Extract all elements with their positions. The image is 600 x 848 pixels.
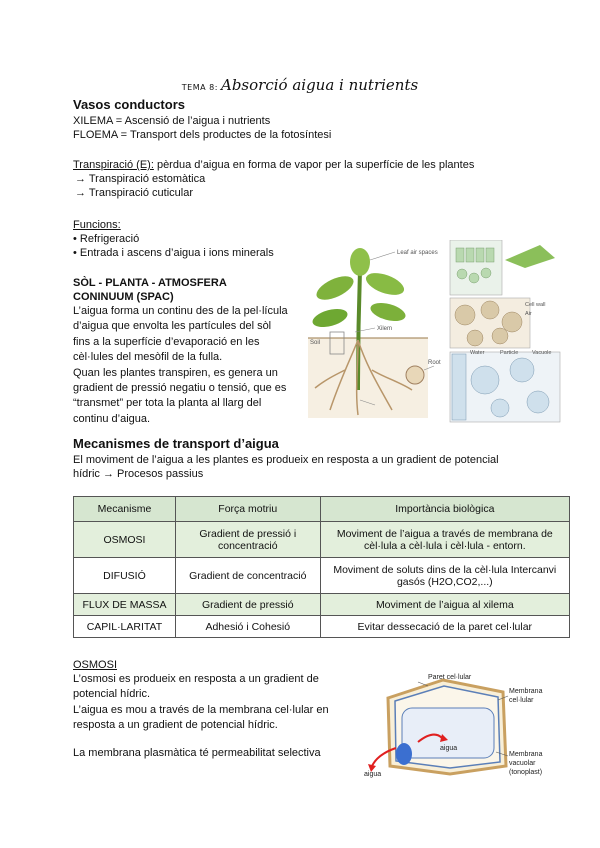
spac-line: continu d’aigua. xyxy=(73,412,151,425)
spac-line: fins a la superfície d’evaporació en les xyxy=(73,335,260,348)
label-vacuolar-3: (tonoplast) xyxy=(509,769,543,776)
transpiracio-item: → Transpiració estomàtica xyxy=(75,173,206,185)
label-cell-wall: Cell wall xyxy=(525,302,546,308)
mecanismes-line-1: El moviment de l’aigua a les plantes es produeix en resposta a un gradient de potencial xyxy=(73,454,499,466)
funcions-heading: Funcions: xyxy=(73,219,121,231)
table-cell: Gradient de concentració xyxy=(175,558,320,594)
osmosi-line: potencial hídric. xyxy=(73,688,151,701)
funcions-item: • Entrada i ascens d’aigua i ions minerals xyxy=(73,247,274,259)
label-soil: Soil xyxy=(310,340,321,346)
table-cell: Moviment de l’aigua al xilema xyxy=(320,594,569,616)
spac-line: d’aigua que envolta les partícules del sòl xyxy=(73,320,272,333)
table-cell: Moviment de l’aigua a través de membrana de cèl·lula a cèl·lula i cèl·lula - entorn. xyxy=(320,522,569,558)
osmosis-cell-figure xyxy=(358,668,558,780)
spac-heading-1: SÒL - PLANTA - ATMOSFERA xyxy=(73,277,227,289)
label-air: Air xyxy=(525,311,532,317)
table-cell: Gradient de pressió xyxy=(175,594,320,616)
label-vacuolar-2: vacuolar xyxy=(509,760,536,767)
table-row xyxy=(74,616,570,638)
label-xilem: Xilem xyxy=(377,326,393,332)
spac-paragraph xyxy=(73,304,303,427)
label-vacuolar-1: Membrana xyxy=(509,751,543,758)
table-cell: FLUX DE MASSA xyxy=(74,594,176,616)
label-root: Root xyxy=(428,360,441,366)
spac-line: L’aigua forma un continu des de la pel·lícula xyxy=(73,305,288,317)
transpiracio-term: Transpiració (E): xyxy=(73,159,154,171)
osmosi-line: resposta a un gradient de potencial hídric. xyxy=(73,719,278,732)
osmosi-line: L’osmosi es produeix en resposta a un gradient de xyxy=(73,673,319,685)
stem xyxy=(358,270,360,390)
spac-heading-2: CONINUUM (SPAC) xyxy=(73,291,174,303)
table-cell: Moviment de soluts dins de la cèl·lula Intercanvi gasós (H2O,CO2,...) xyxy=(320,558,569,594)
spac-line: cèl·lules del mesòfil de la fulla. xyxy=(73,351,223,364)
spac-line: “transmet” per tota la planta al llarg del xyxy=(73,397,262,410)
mecanismes-line-2: hídric → Procesos passius xyxy=(73,468,204,480)
leaf xyxy=(350,248,370,276)
table-cell: Gradient de pressió i concentració xyxy=(175,522,320,558)
table-cell: Evitar dessecació de la paret cel·lular xyxy=(320,616,569,638)
root-cross-section xyxy=(406,366,424,384)
label-membrana-1: Membrana xyxy=(509,688,543,695)
vasos-heading: Vasos conductors xyxy=(73,97,185,112)
transpiracio-line xyxy=(73,158,474,172)
mechanisms-table xyxy=(73,496,570,638)
table-header-row xyxy=(74,497,570,522)
xilema-line: XILEMA = Ascensió de l’aigua i nutrients xyxy=(73,115,271,127)
label-membrana-2: cel·lular xyxy=(509,697,534,704)
title-prefix: TEMA 8: xyxy=(181,83,218,92)
table-header: Mecanisme xyxy=(74,497,176,522)
spac-line: Quan les plantes transpiren, es genera un xyxy=(73,366,278,379)
spac-plant-figure xyxy=(300,240,565,425)
floema-line: FLOEMA = Transport dels productes de la fotosíntesi xyxy=(73,129,332,141)
spac-line: gradient de pressió negatiu o tensió, que es xyxy=(73,382,287,395)
title-main: Absorció aigua i nutrients xyxy=(221,76,419,94)
table-cell: CAPIL·LARITAT xyxy=(74,616,176,638)
table-header: Importància biològica xyxy=(320,497,569,522)
transpiracio-item: → Transpiració cuticular xyxy=(75,187,193,199)
label-particle: Particle xyxy=(500,350,519,356)
osmosi-paragraph xyxy=(73,672,329,734)
label-aigua-out: aigua xyxy=(364,771,382,778)
nucleus xyxy=(396,743,412,765)
osmosi-heading: OSMOSI xyxy=(73,659,118,671)
label-vacuole: Vacuole xyxy=(532,350,552,356)
label-leaf-air: Leaf air spaces xyxy=(397,250,438,256)
table-row xyxy=(74,594,570,616)
table-header: Força motriu xyxy=(175,497,320,522)
funcions-item: • Refrigeració xyxy=(73,233,140,245)
label-paret: Paret cel·lular xyxy=(428,674,472,681)
table-cell: Adhesió i Cohesió xyxy=(175,616,320,638)
table-cell: DIFUSIÓ xyxy=(74,558,176,594)
label-aigua-in: aigua xyxy=(440,745,458,752)
table-row xyxy=(74,522,570,558)
label-water: Water xyxy=(470,350,485,356)
table-row xyxy=(74,558,570,594)
table-cell: OSMOSI xyxy=(74,522,176,558)
osmosi-membrane-line: La membrana plasmàtica té permeabilitat selectiva xyxy=(73,747,321,759)
page-title xyxy=(0,76,600,94)
transpiracio-definition: pèrdua d’aigua en forma de vapor per la superfície de les plantes xyxy=(153,159,475,171)
mecanismes-heading: Mecanismes de transport d’aigua xyxy=(73,436,279,451)
osmosi-line: L’aigua es mou a través de la membrana cel·lular en xyxy=(73,703,329,716)
